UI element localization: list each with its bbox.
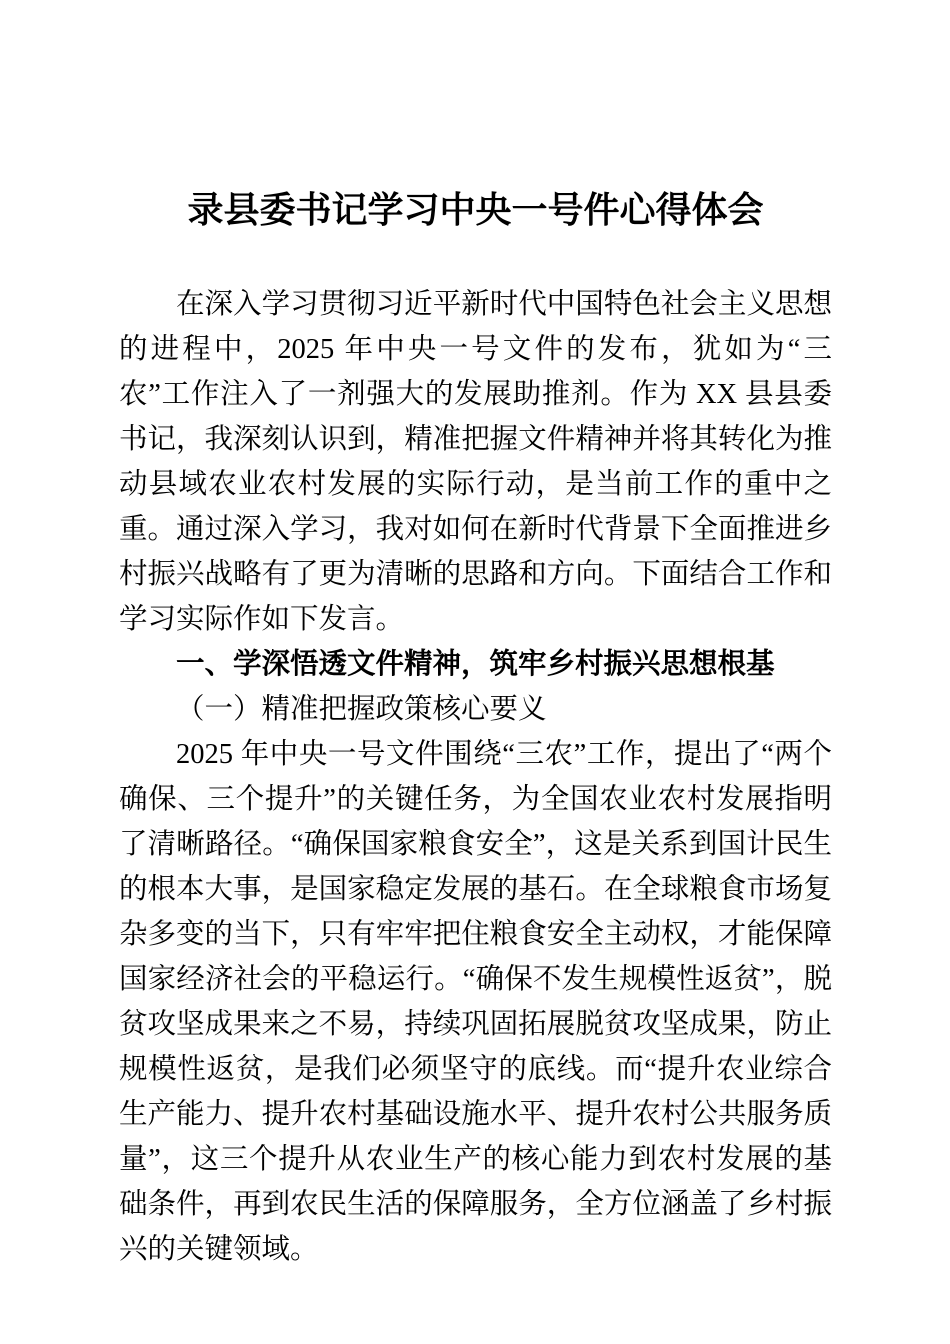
intro-paragraph: 在深入学习贯彻习近平新时代中国特色社会主义思想的进程中，2025 年中央一号文件的发布，犹如为“三农”工作注入了一剂强大的发展助推剂。作为 XX 县县委书记，我深刻认识到，精准把握文件精神并将其转化为推动县域农业农村发展的实际行动，是当前工作的重中之重。通过深入学习，我对如何在新时代背景下全面推进乡村振兴战略有了更为清晰的思路和方向。下面结合工作和学习实际作如下发言。 [119, 289, 832, 635]
section-heading: 一、学深悟透文件精神，筑牢乡村振兴思想根基 [176, 648, 775, 680]
section-body-paragraph: 2025 年中央一号文件围绕“三农”工作，提出了“两个确保、三个提升”的关键任务，为全国农业农村发展指明了清晰路径。“确保国家粮食安全”，这是关系到国计民生的根本大事，是国家稳定发展的基石。在全球粮食市场复杂多变的当下，只有牢牢把住粮食安全主动权，才能保障国家经济社会的平稳运行。“确保不发生规模性返贫”，脱贫攻坚成果来之不易，持续巩固拓展脱贫攻坚成果，防止规模性返贫，是我们必须坚守的底线。而“提升农业综合生产能力、提升农村基础设施水平、提升农村公共服务质量”，这三个提升从农业生产的核心能力到农村发展的基础条件，再到农民生活的保障服务，全方位涵盖了乡村振兴的关键领域。 [119, 739, 832, 1265]
subsection-heading: （一）精准把握政策核心要义 [176, 694, 547, 725]
document-title: 录县委书记学习中央一号件心得体会 [187, 189, 764, 230]
